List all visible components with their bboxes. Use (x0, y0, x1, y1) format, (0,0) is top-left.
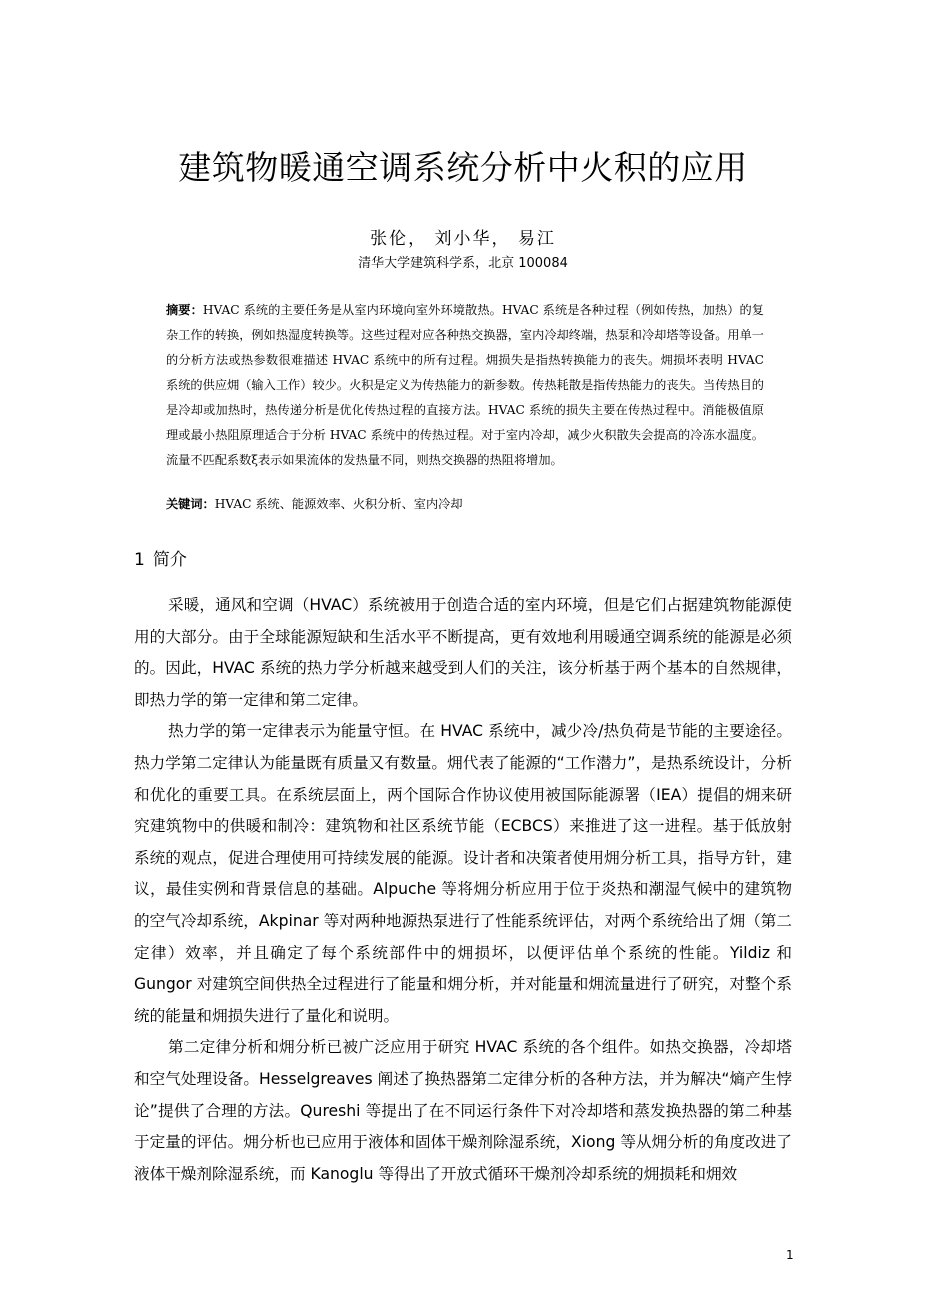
paragraph: 第二定律分析和㶲分析已被广泛应用于研究 HVAC 系统的各个组件。如热交换器，冷却塔和空气处理设备。Hesselgreaves 阐述了换热器第二定律分析的各种方法，并为解决“熵产生悖论”提供了合理的方法。Qureshi 等提出了在不同运行条件下对冷却塔和蒸发换热器的第二种基于定量的评估。㶲分析也已应用于液体和固体干燥剂除湿系统，Xiong 等从㶲分析的角度改进了液体干燥剂除湿系统，而 Kanoglu 等得出了开放式循环干燥剂冷却系统的㶲损耗和㶲效 (134, 1038, 792, 1183)
paper-title: 建筑物暖通空调系统分析中火积的应用 (178, 148, 748, 187)
section-title: 简介 (152, 550, 187, 570)
author-list: 张伦， 刘小华， 易江 (370, 229, 556, 249)
abstract-label: 摘要： (166, 303, 203, 317)
abstract-text: HVAC 系统的主要任务是从室内环境向室外环境散热。HVAC 系统是各种过程（例如传热，加热）的复杂工作的转换，例如热湿度转换等。这些过程对应各种热交换器，室内冷却终端，热泵和冷却塔等设备。用单一的分析方法或热参数很难描述 HVAC 系统中的所有过程。㶲损失是指热转换能力的丧失。㶲损坏表明 HVAC 系统的供应㶲（输入工作）较少。火积是定义为传热能力的新参数。传热耗散是指传热能力的丧失。当传热目的是冷却或加热时，热传递分析是优化传热过程的直接方法。HVAC 系统的损失主要在传热过程中。消能极值原理或最小热阻原理适合于分析 HVAC 系统中的传热过程。对于室内冷却，减少火积散失会提高的冷冻水温度。流量不匹配系数ξ表示如果流体的发热量不同，则热交换器的热阻将增加。 (166, 303, 764, 467)
page-number: 1 (786, 1248, 794, 1262)
keywords (166, 492, 764, 517)
paragraph: 热力学的第一定律表示为能量守恒。在 HVAC 系统中，减少冷/热负荷是节能的主要途径。热力学第二定律认为能量既有质量又有数量。㶲代表了能源的“工作潜力”，是热系统设计，分析和优化的重要工具。在系统层面上，两个国际合作协议使用被国际能源署（IEA）提倡的㶲来研究建筑物中的供暖和制冷：建筑物和社区系统节能（ECBCS）来推进了这一进程。基于低放射系统的观点，促进合理使用可持续发展的能源。设计者和决策者使用㶲分析工具，指导方针，建议，最佳实例和背景信息的基础。Alpuche 等将㶲分析应用于位于炎热和潮湿气候中的建筑物的空气冷却系统，Akpinar 等对两种地源热泵进行了性能系统评估，对两个系统给出了㶲（第二定律）效率，并且确定了每个系统部件中的㶲损坏，以便评估单个系统的性能。Yildiz 和 Gungor 对建筑空间供热全过程进行了能量和㶲分析，并对能量和㶲流量进行了研究，对整个系统的能量和㶲损失进行了量化和说明。 (134, 722, 792, 1025)
paragraph: 采暖，通风和空调（HVAC）系统被用于创造合适的室内环境，但是它们占据建筑物能源使用的大部分。由于全球能源短缺和生活水平不断提高，更有效地利用暖通空调系统的能源是必须的。因此，HVAC 系统的热力学分析越来越受到人们的关注，该分析基于两个基本的自然规律，即热力学的第一定律和第二定律。 (134, 596, 792, 709)
section-number: 1 (134, 550, 145, 570)
keywords-text: HVAC 系统、能源效率、火积分析、室内冷却 (214, 497, 463, 511)
abstract (166, 298, 764, 473)
keywords-label: 关键词： (166, 497, 215, 511)
affiliation: 清华大学建筑科学系，北京 100084 (358, 256, 568, 271)
body-text (134, 590, 792, 1190)
section-heading (134, 545, 187, 570)
